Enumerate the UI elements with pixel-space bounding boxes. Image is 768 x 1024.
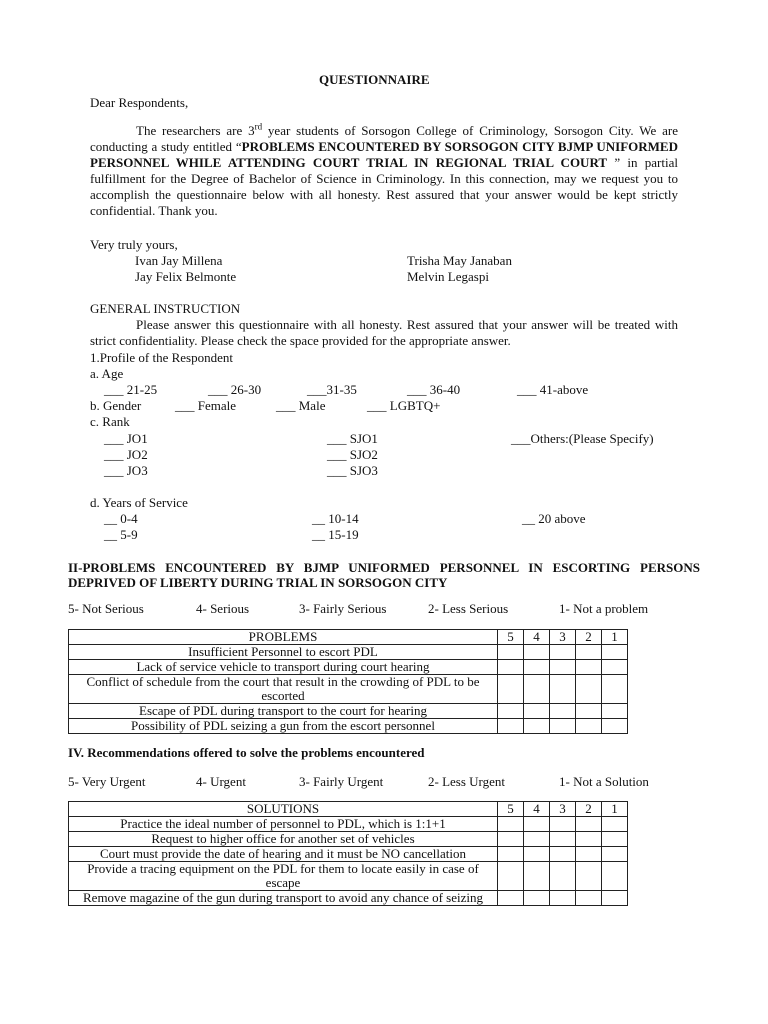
problem-item: Insufficient Personnel to escort PDL: [69, 645, 498, 660]
problems-table: [68, 629, 628, 734]
solution-item: Court must provide the date of hearing and it must be NO cancellation: [69, 847, 498, 862]
general-instruction-body: Please answer this questionnaire with all honesty. Rest assured that your answer will be treated with strict confidentiality. Please check the space provided for the appropriate answer.: [90, 317, 678, 348]
problems-header: PROBLEMS: [69, 630, 498, 645]
rating-header-4: 4: [524, 802, 550, 817]
years-option-5-9[interactable]: __ 5-9: [104, 527, 138, 542]
rating-cell[interactable]: [498, 660, 524, 675]
scale-4-4: 4- Urgent: [196, 774, 246, 789]
rating-cell[interactable]: [576, 704, 602, 719]
rating-cell[interactable]: [550, 862, 576, 891]
signatory-left-1: Ivan Jay Millena: [135, 253, 223, 268]
rating-cell[interactable]: [498, 847, 524, 862]
scale-4-2: 2- Less Urgent: [428, 774, 506, 789]
salutation: Dear Respondents,: [90, 95, 189, 110]
rating-cell[interactable]: [576, 817, 602, 832]
rating-cell[interactable]: [602, 832, 628, 847]
years-option-0-4[interactable]: __ 0-4: [104, 511, 138, 526]
years-label: d. Years of Service: [90, 495, 188, 510]
problem-item: Possibility of PDL seizing a gun from the escort personnel: [69, 719, 498, 734]
solution-item: Provide a tracing equipment on the PDL for them to locate easily in case of escape: [69, 862, 498, 891]
general-instruction-heading: GENERAL INSTRUCTION: [90, 301, 241, 316]
rating-cell[interactable]: [498, 862, 524, 891]
rating-cell[interactable]: [550, 891, 576, 906]
rating-cell[interactable]: [576, 719, 602, 734]
rating-cell[interactable]: [550, 832, 576, 847]
years-option-15-19[interactable]: __ 15-19: [312, 527, 359, 542]
years-option-20-above[interactable]: __ 20 above: [522, 511, 586, 526]
rating-cell[interactable]: [524, 847, 550, 862]
rating-cell[interactable]: [498, 675, 524, 704]
rating-cell[interactable]: [524, 660, 550, 675]
scale-2-4: 4- Serious: [196, 601, 250, 616]
rating-cell[interactable]: [576, 645, 602, 660]
scale-2-3: 3- Fairly Serious: [299, 601, 387, 616]
table-row: [69, 719, 628, 734]
rank-option-sjo2[interactable]: ___ SJO2: [327, 447, 378, 462]
rating-cell[interactable]: [524, 719, 550, 734]
rating-cell[interactable]: [602, 891, 628, 906]
rating-header-3: 3: [550, 630, 576, 645]
problem-item: Conflict of schedule from the court that result in the crowding of PDL to be escorted: [69, 675, 498, 704]
problem-item: Escape of PDL during transport to the court for hearing: [69, 704, 498, 719]
rating-header-4: 4: [524, 630, 550, 645]
rating-cell[interactable]: [550, 817, 576, 832]
rating-header-2: 2: [576, 802, 602, 817]
solution-item: Remove magazine of the gun during transport to avoid any chance of seizing: [69, 891, 498, 906]
rating-header-5: 5: [498, 802, 524, 817]
solution-item: Request to higher office for another set of vehicles: [69, 832, 498, 847]
rating-cell[interactable]: [602, 645, 628, 660]
solutions-table: [68, 801, 628, 906]
scale-4-5: 5- Very Urgent: [68, 774, 146, 789]
rating-cell[interactable]: [576, 891, 602, 906]
age-label: a. Age: [90, 366, 124, 381]
rating-cell[interactable]: [550, 704, 576, 719]
rating-cell[interactable]: [602, 704, 628, 719]
rating-cell[interactable]: [576, 675, 602, 704]
age-option-26-30[interactable]: ___ 26-30: [208, 382, 262, 397]
scale-2-5: 5- Not Serious: [68, 601, 144, 616]
rating-cell[interactable]: [524, 891, 550, 906]
rating-cell[interactable]: [524, 862, 550, 891]
age-option-21-25[interactable]: ___ 21-25: [104, 382, 158, 397]
rank-option-sjo3[interactable]: ___ SJO3: [327, 463, 378, 478]
intro-superscript: rd: [254, 121, 263, 132]
rank-option-sjo1[interactable]: ___ SJO1: [327, 431, 378, 446]
rating-cell[interactable]: [602, 719, 628, 734]
rating-cell[interactable]: [524, 645, 550, 660]
years-option-10-14[interactable]: __ 10-14: [312, 511, 359, 526]
rating-cell[interactable]: [576, 847, 602, 862]
scale-4-1: 1- Not a Solution: [559, 774, 649, 789]
gender-option-male[interactable]: ___ Male: [276, 398, 326, 413]
rank-option-others[interactable]: ___Others:(Please Specify): [511, 431, 654, 446]
rating-cell[interactable]: [498, 817, 524, 832]
rating-header-1: 1: [602, 630, 628, 645]
rating-cell[interactable]: [576, 832, 602, 847]
section-4-title: IV. Recommendations offered to solve the problems encountered: [68, 745, 425, 760]
rating-cell[interactable]: [498, 719, 524, 734]
table-row: [69, 660, 628, 675]
table-row: [69, 645, 628, 660]
rating-cell[interactable]: [576, 660, 602, 675]
age-option-36-40[interactable]: ___ 36-40: [407, 382, 461, 397]
rating-cell[interactable]: [498, 832, 524, 847]
table-header-row: [69, 630, 628, 645]
closing: Very truly yours,: [90, 237, 178, 252]
page-title: QUESTIONNAIRE: [319, 72, 430, 87]
table-header-row: [69, 802, 628, 817]
rating-cell[interactable]: [524, 817, 550, 832]
rank-option-jo1[interactable]: ___ JO1: [104, 431, 148, 446]
table-row: [69, 675, 628, 704]
table-row: [69, 704, 628, 719]
rating-cell[interactable]: [498, 891, 524, 906]
signatory-right-2: Melvin Legaspi: [407, 269, 489, 284]
signatory-right-1: Trisha May Janaban: [407, 253, 512, 268]
rating-cell[interactable]: [602, 660, 628, 675]
age-option-41-above[interactable]: ___ 41-above: [517, 382, 589, 397]
intro-paragraph: [90, 123, 678, 219]
profile-heading: 1.Profile of the Respondent: [90, 350, 233, 365]
problem-item: Lack of service vehicle to transport during court hearing: [69, 660, 498, 675]
table-row: [69, 847, 628, 862]
rating-cell[interactable]: [524, 675, 550, 704]
rating-cell[interactable]: [576, 862, 602, 891]
table-row: [69, 862, 628, 891]
rating-cell[interactable]: [602, 817, 628, 832]
age-option-31-35[interactable]: ___31-35: [307, 382, 357, 397]
rank-label: c. Rank: [90, 414, 130, 429]
gender-option-lgbtq[interactable]: ___ LGBTQ+: [367, 398, 441, 413]
solution-item: Practice the ideal number of personnel to PDL, which is 1:1+1: [69, 817, 498, 832]
intro-text-c: ” in partial fulfillment for the Degree of Bachelor of Science in Criminology. In this connection, may we request you to accomplish the questionnaire below with all honesty. Rest assured that your answer would be kept strictly confidential. Thank you.: [90, 155, 678, 218]
rating-cell[interactable]: [550, 847, 576, 862]
rating-cell[interactable]: [524, 832, 550, 847]
solutions-header: SOLUTIONS: [69, 802, 498, 817]
gender-option-female[interactable]: ___ Female: [175, 398, 237, 413]
rating-cell[interactable]: [550, 660, 576, 675]
rating-cell[interactable]: [550, 719, 576, 734]
rating-cell[interactable]: [550, 645, 576, 660]
intro-text-a: The researchers are 3: [136, 123, 255, 138]
rating-header-1: 1: [602, 802, 628, 817]
rating-cell[interactable]: [524, 704, 550, 719]
table-row: [69, 817, 628, 832]
scale-2-1: 1- Not a problem: [559, 601, 649, 616]
rating-cell[interactable]: [498, 645, 524, 660]
section-2-title: II-PROBLEMS ENCOUNTERED BY BJMP UNIFORMED PERSONNEL IN ESCORTING PERSONS DEPRIVED OF LIBERTY DURING TRIAL IN SORSOGON CITY: [68, 560, 700, 590]
rating-cell[interactable]: [498, 704, 524, 719]
rank-option-jo2[interactable]: ___ JO2: [104, 447, 148, 462]
gender-label: b. Gender: [90, 398, 142, 413]
table-row: [69, 891, 628, 906]
study-title: PROBLEMS ENCOUNTERED BY SORSOGON CITY BJMP UNIFORMED PERSONNEL WHILE ATTENDING COURT TRIAL IN REGIONAL TRIAL COURT: [90, 139, 678, 170]
rating-cell[interactable]: [602, 675, 628, 704]
rating-header-2: 2: [576, 630, 602, 645]
rating-header-5: 5: [498, 630, 524, 645]
table-row: [69, 832, 628, 847]
general-instruction-text: [90, 317, 678, 349]
rating-cell[interactable]: [602, 847, 628, 862]
rating-cell[interactable]: [550, 675, 576, 704]
signatory-left-2: Jay Felix Belmonte: [135, 269, 237, 284]
intro-text-b: year students of Sorsogon College of Criminology, Sorsogon City. We are conducting a study entitled “: [90, 123, 678, 154]
rank-option-jo3[interactable]: ___ JO3: [104, 463, 148, 478]
rating-header-3: 3: [550, 802, 576, 817]
scale-2-2: 2- Less Serious: [428, 601, 509, 616]
scale-4-3: 3- Fairly Urgent: [299, 774, 384, 789]
rating-cell[interactable]: [602, 862, 628, 891]
